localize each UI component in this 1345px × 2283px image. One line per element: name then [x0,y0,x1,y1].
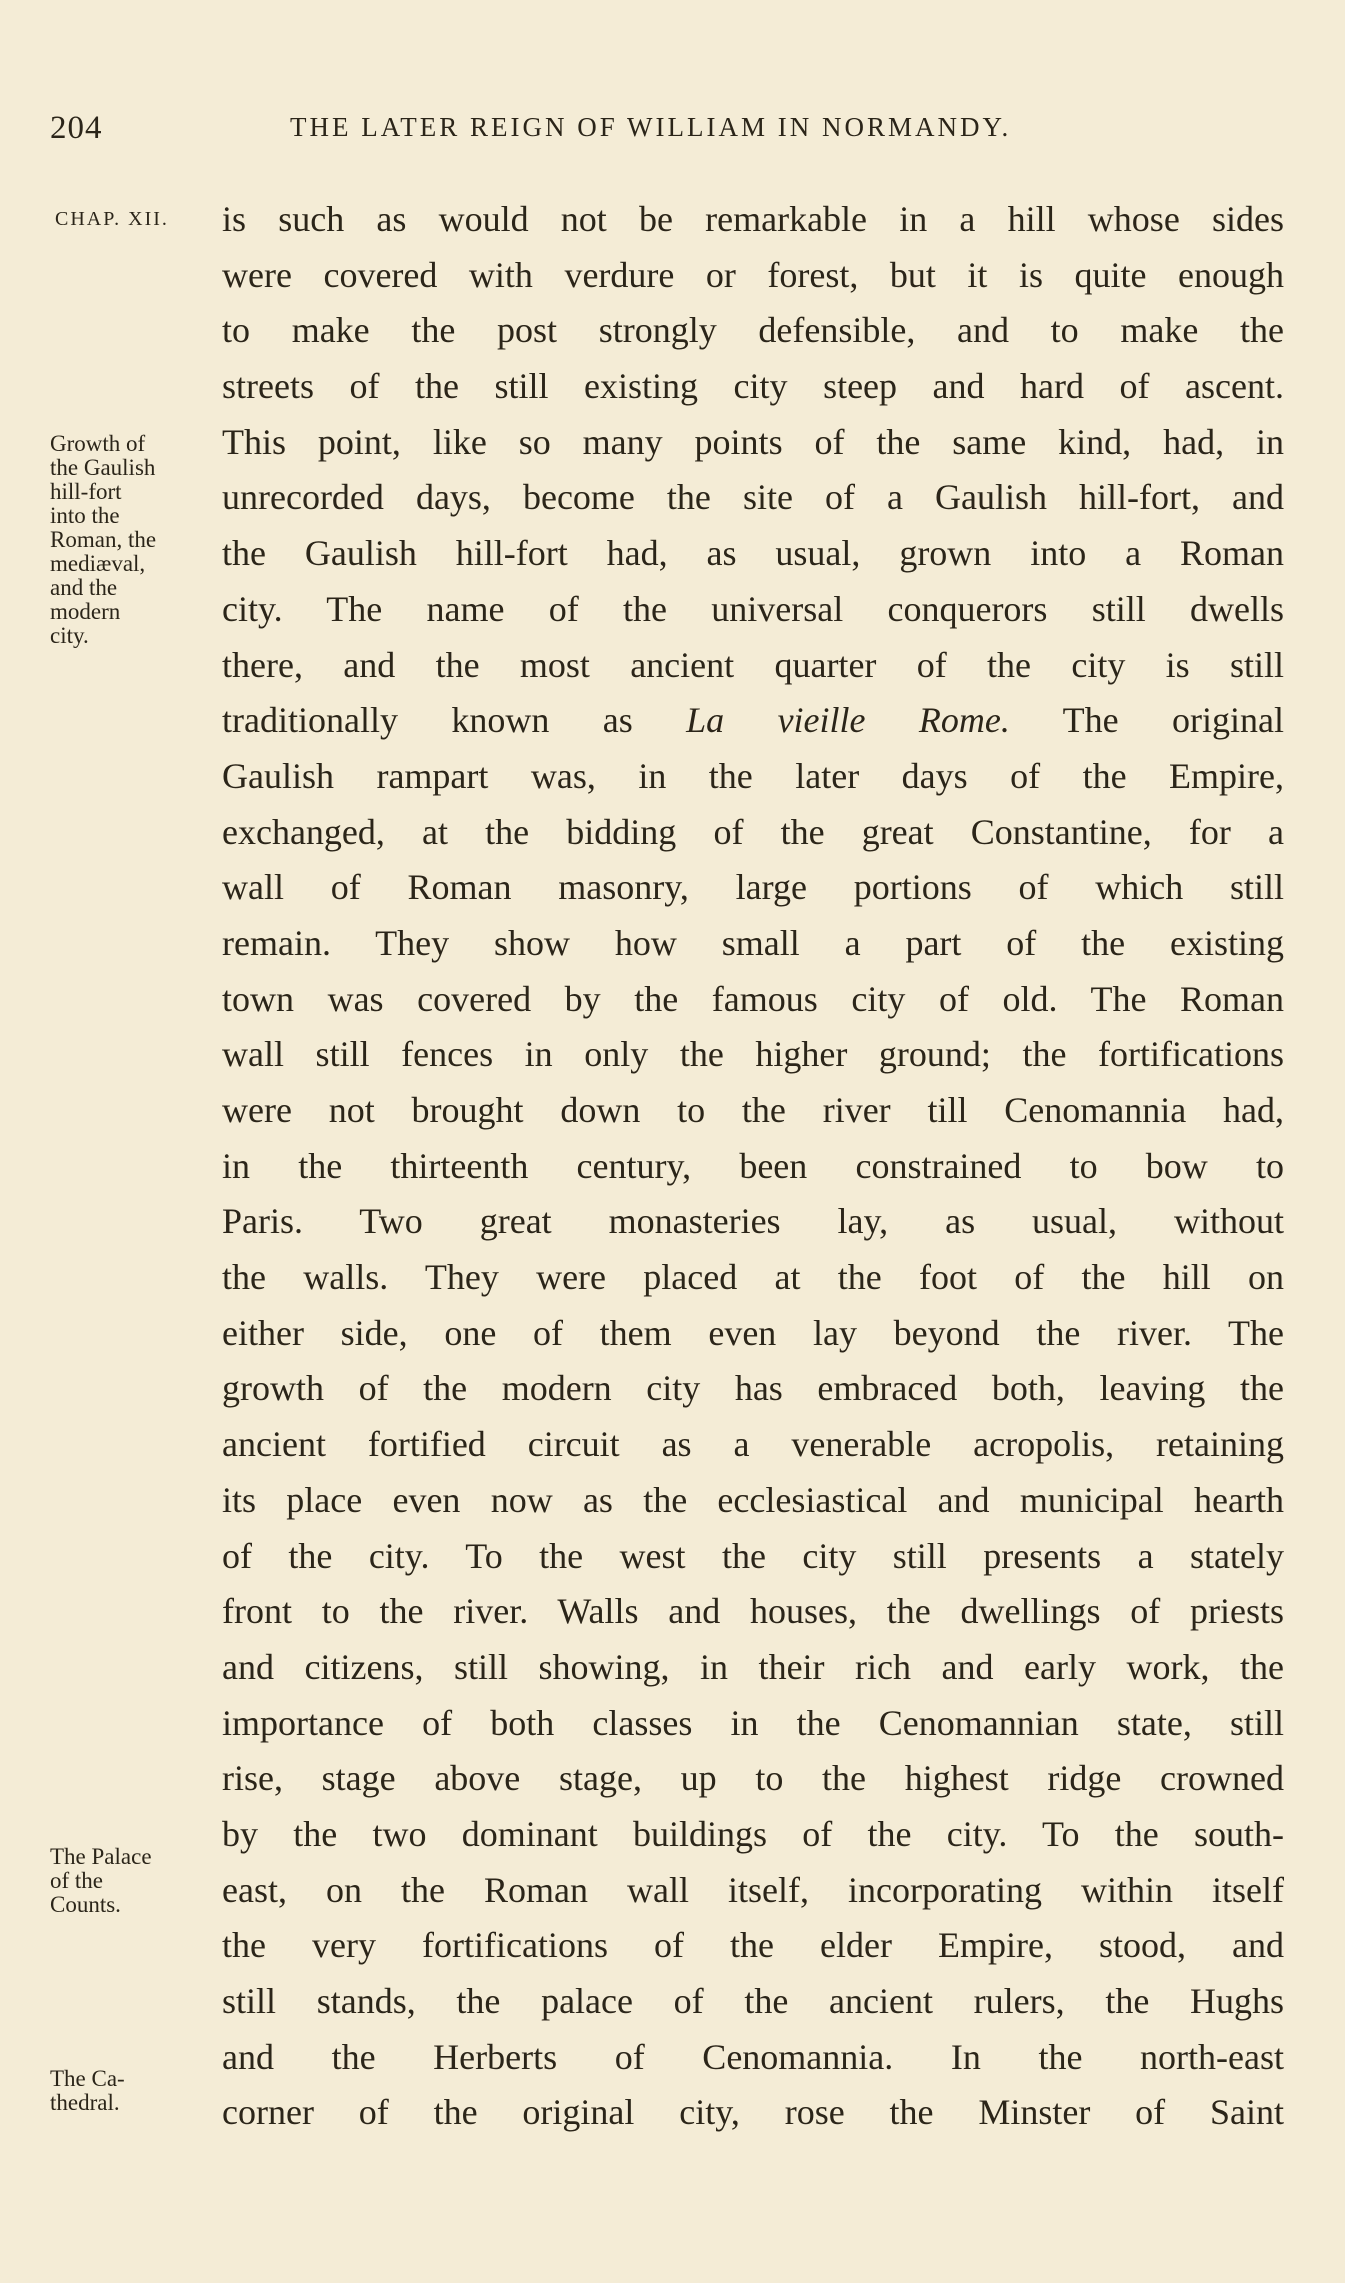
text-line: in the thirteenth century, been constrained to bow to [222,1145,1284,1186]
text-line: wall still fences in only the higher ground; the fortifications [222,1034,1284,1075]
text-line: the walls. They were placed at the foot of the hill on [222,1257,1284,1298]
running-title: THE LATER REIGN OF WILLIAM IN NORMANDY. [290,112,1012,142]
text-line: unrecorded days, become the site of a Gaulish hill-fort, and [222,477,1284,518]
text-line: of the city. To the west the city still presents a stately [222,1535,1284,1576]
sidenote-palace-of-counts: The Palace of the Counts. [50,1844,152,1917]
text-line: streets of the still existing city steep and hard of ascent. [222,366,1284,407]
sidenote-growth-of-city: Growth of the Gaulish hill-fort into the Roman, the mediæval, and the modern city. [50,431,157,648]
page-header [50,110,1290,154]
text-line: by the two dominant buildings of the city. To the south- [222,1813,1284,1854]
italic-place-name: La vieille Rome. [686,700,1010,741]
text-line: corner of the original city, rose the Minster of Saint [222,2092,1284,2133]
text-line: Gaulish rampart was, in the later days of the Empire, [222,755,1284,796]
text-line: were not brought down to the river till Cenomannia had, [222,1090,1284,1130]
text-segment: The original [1062,700,1284,741]
text-line: its place even now as the ecclesiastical and municipal hearth [222,1479,1284,1520]
text-line: is such as would not be remarkable in a hill whose sides [222,199,1284,239]
text-line: the Gaulish hill-fort had, as usual, grown into a Roman [222,533,1284,574]
sidenote-cathedral: The Ca- thedral. [50,2066,125,2115]
text-line: exchanged, at the bidding of the great Constantine, for a [222,811,1284,852]
text-line: This point, like so many points of the same kind, had, in [222,421,1284,462]
text-line: east, on the Roman wall itself, incorporating within itself [222,1869,1284,1910]
text-line: importance of both classes in the Cenomannian state, still [222,1702,1284,1743]
text-line: were covered with verdure or forest, but it is quite enough [222,254,1284,295]
text-line: and citizens, still showing, in their rich and early work, the [222,1646,1284,1687]
text-segment: traditionally known as [222,700,633,741]
text-line: there, and the most ancient quarter of the city is still [222,644,1284,685]
body-text [222,192,1284,2141]
text-line: rise, stage above stage, up to the highest ridge crowned [222,1758,1284,1799]
text-line: to make the post strongly defensible, and to make the [222,310,1284,351]
chapter-label: CHAP. XII. [55,208,169,230]
text-line: still stands, the palace of the ancient rulers, the Hughs [222,1981,1284,2021]
text-line: ancient fortified circuit as a venerable acropolis, retaining [222,1424,1284,1465]
text-line: wall of Roman masonry, large portions of which still [222,867,1284,908]
text-line: growth of the modern city has embraced both, leaving the [222,1368,1284,1409]
text-line: and the Herberts of Cenomannia. In the north-east [222,2036,1284,2077]
text-line: either side, one of them even lay beyond the river. The [222,1312,1284,1353]
text-line: Paris. Two great monasteries lay, as usual, without [222,1201,1284,1242]
page-number: 204 [50,110,103,146]
text-line: remain. They show how small a part of the existing [222,922,1284,963]
text-line: the very fortifications of the elder Empire, stood, and [222,1925,1284,1966]
text-line: town was covered by the famous city of old. The Roman [222,978,1284,1019]
text-line: front to the river. Walls and houses, the dwellings of priests [222,1591,1284,1632]
text-line-with-italic [222,693,1284,749]
text-line: city. The name of the universal conquerors still dwells [222,588,1284,629]
